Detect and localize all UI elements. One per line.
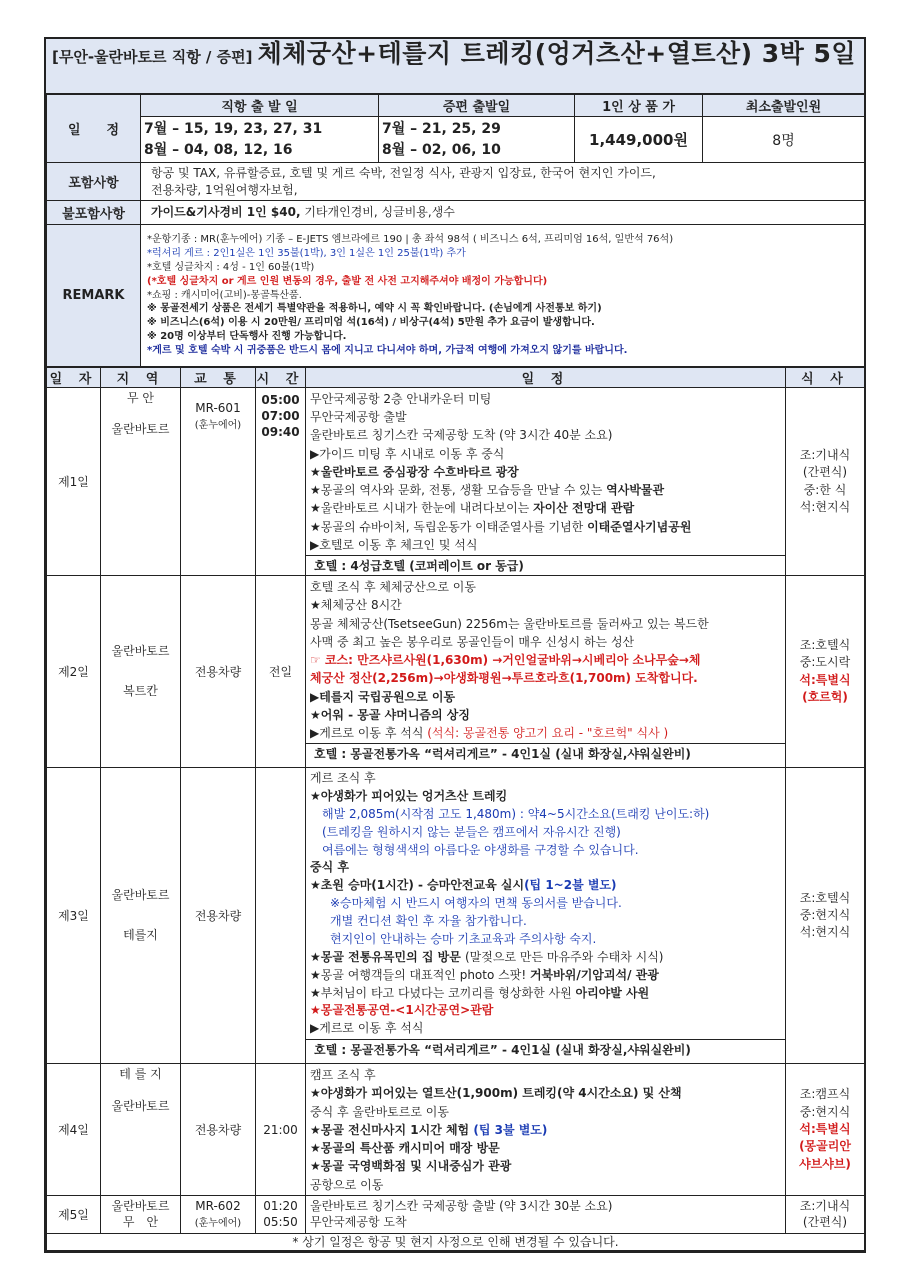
text: ★울란바토르 중심광장 xyxy=(310,464,434,479)
meal-breakfast: 조:호텔식 xyxy=(799,637,851,652)
schedule-line: ★야생화가 피어있는 엉거츠산 트레킹 xyxy=(310,788,508,803)
schedule xyxy=(306,388,786,576)
schedule-line: ★어워 - 몽골 샤머니즘의 상징 xyxy=(310,707,470,722)
region xyxy=(101,1196,181,1234)
schedule-line xyxy=(310,481,781,499)
remark-single-charge: *호텔 싱글차지 : 4성 - 1인 60불(1박) xyxy=(147,262,315,273)
included-label: 포함사항 xyxy=(47,163,141,201)
meal-lunch: 중:한 식 xyxy=(803,482,847,497)
time-departure: 07:00 xyxy=(261,409,300,424)
meal-dinner: 석:특별식 xyxy=(799,1121,851,1136)
time-arrival: 05:50 xyxy=(263,1214,298,1229)
page-title: 체체궁산+테를지 트레킹(엉거츠산+열트산) 3박 5일 xyxy=(257,39,857,68)
included-line-2: 전용차량, 1억원여행자보험, xyxy=(151,182,298,197)
title-bar xyxy=(46,39,864,94)
schedule-line: ★몽골 국영백화점 및 시내중심가 관광 xyxy=(310,1159,512,1174)
meal-lunch: 중:도시락 xyxy=(799,655,851,670)
region-ulaanbaatar: 울란바토르 xyxy=(111,644,170,659)
remark-group: ※ 20명 이상부터 단독행사 진행 가능합니다. xyxy=(147,330,347,342)
airline: (훈누에어) xyxy=(194,1218,242,1230)
remark-seat-upgrade: ※ 비즈니스(6석) 이용 시 20만원/ 프리미엄 석(16석) / 비상구(4석) 5만원 추가 요금이 발생합니다. xyxy=(147,317,595,329)
meals xyxy=(786,1196,865,1234)
min-people-value: 8명 xyxy=(703,117,865,163)
schedule-line: 캠프 조식 후 xyxy=(310,1068,376,1083)
flight-number: MR-602 xyxy=(195,1199,241,1214)
time-departure: 01:20 xyxy=(263,1199,298,1214)
text: (석식: 몽골전통 양고기 요리 - "호르헉" 식사 ) xyxy=(427,725,669,740)
day-row-4 xyxy=(47,1064,865,1196)
excluded-label: 불포함사항 xyxy=(47,201,141,225)
schedule-line: ★몽골의 특산품 캐시미어 매장 방문 xyxy=(310,1141,500,1156)
region-ulaanbaatar: 울란바토르 xyxy=(111,1098,170,1113)
extra-dates xyxy=(379,117,575,163)
time-arrival: 09:40 xyxy=(261,425,300,440)
schedule-line: ▶게르로 이동 후 석식 xyxy=(310,1021,424,1036)
schedule xyxy=(306,768,786,1064)
extra-departure-header: 증편 출발일 xyxy=(379,95,575,117)
meal-note: 샤브샤브) xyxy=(799,1156,851,1171)
direct-departure-header: 직항 출 발 일 xyxy=(141,95,379,117)
title-prefix: [무안-울란바토르 직항 / 증편] xyxy=(52,48,253,66)
schedule-line: 게르 조식 후 xyxy=(310,771,376,786)
text: ★몽골 전신마사지 1시간 체험 xyxy=(310,1122,474,1137)
text: 수흐바타르 광장 xyxy=(433,464,519,479)
schedule-line: 중식 후 울란바토르로 이동 xyxy=(310,1104,449,1119)
text: ★몽골 전통유목민의 집 방문 xyxy=(310,949,465,964)
text: ▶게르로 이동 후 석식 xyxy=(310,725,428,740)
text: ★초원 승마(1시간) - 승마안전교육 실시 xyxy=(310,878,525,893)
schedule-line: 여름에는 형형색색의 아름다운 야생화를 구경할 수 있습니다. xyxy=(322,842,639,857)
hotel-info: 호텔 : 몽골전통가옥 “럭셔리게르” - 4인1실 (실내 화장실,샤워실완비) xyxy=(306,743,785,763)
schedule-line: 개별 컨디션 확인 후 자율 참가합니다. xyxy=(330,914,527,929)
text: 거북바위/기암괴석/ 관광 xyxy=(529,967,659,982)
schedule-line: ※승마체험 시 반드시 여행자의 면책 동의서를 받습니다. xyxy=(330,896,622,911)
day-label: 제2일 xyxy=(47,576,101,768)
transport: 전용차량 xyxy=(181,768,256,1064)
flight-number: MR-601 xyxy=(195,401,241,415)
transport xyxy=(181,1196,256,1234)
excluded-text xyxy=(141,201,865,225)
schedule-line: ★체체궁산 8시간 xyxy=(310,598,402,613)
time: 21:00 xyxy=(256,1064,306,1196)
region-terelj: 테 를 지 xyxy=(119,1067,162,1082)
tour-document xyxy=(44,37,866,1253)
day-row-3 xyxy=(47,768,865,1064)
meals xyxy=(786,576,865,768)
schedule-line: 울란바토르 칭기스칸 국제공항 도착 (약 3시간 40분 소요) xyxy=(310,428,613,443)
meals xyxy=(786,1064,865,1196)
text: 이태준열사기념공원 xyxy=(587,519,692,534)
meal-breakfast: 조:캠프식 xyxy=(799,1087,851,1102)
itinerary-table xyxy=(46,367,865,1251)
times xyxy=(256,1196,306,1234)
region-muan: 무 안 xyxy=(122,1214,159,1229)
time xyxy=(256,768,306,1064)
schedule xyxy=(306,1064,786,1196)
hotel-info: 호텔 : 4성급호텔 (코퍼레이트 or 동급) xyxy=(306,555,785,575)
schedule-line xyxy=(310,499,781,517)
meal-breakfast: 조:호텔식 xyxy=(799,890,851,905)
summary-table xyxy=(46,94,865,367)
remark-aircraft: *운항기종 : MR(훈누에어) 기종 – E-JETS 엠브라에르 190 | 총 좌석 98석 ( 비즈니스 6석, 프리미엄 16석, 일반석 76석) xyxy=(147,234,674,246)
schedule-line: 호텔 조식 후 체체궁산으로 이동 xyxy=(310,580,476,595)
meal-lunch: 중:현지식 xyxy=(799,1104,851,1119)
meal-note: (간편식) xyxy=(802,1214,848,1229)
region-ulaanbaatar: 울란바토르 xyxy=(111,422,170,437)
schedule-line: 몽골 체체궁산(TsetseeGun) 2256m는 울란바토르를 둘러싸고 있는 복드한 xyxy=(310,616,709,631)
header-time: 시 간 xyxy=(256,368,306,388)
remark-text xyxy=(141,225,865,367)
min-people-header: 최소출발인원 xyxy=(703,95,865,117)
transport: 전용차량 xyxy=(181,576,256,768)
remark-charter: ※ 몽골전세기 상품은 전세기 특별약관을 적용하니, 예약 시 꼭 확인바랍니다. (손님에게 사전통보 하기) xyxy=(147,303,602,315)
price-value: 1,449,000원 xyxy=(575,117,703,163)
schedule-line: 울란바토르 칭기스칸 국제공항 출발 (약 3시간 30분 소요) xyxy=(310,1199,613,1214)
day-label: 제3일 xyxy=(47,768,101,1064)
schedule-line xyxy=(310,877,781,895)
extra-dates-august: 8월 – 02, 06, 10 xyxy=(382,141,501,158)
meal-dinner: 석:현지식 xyxy=(799,925,851,940)
region-muan: 무 안 xyxy=(127,391,154,405)
region-ulaanbaatar: 울란바토르 xyxy=(111,888,170,903)
schedule-line: 공항으로 이동 xyxy=(310,1177,384,1192)
header-region: 지 역 xyxy=(101,368,181,388)
text: (말젖으로 만든 마유주와 수태차 시식) xyxy=(464,949,664,964)
schedule-line xyxy=(310,949,781,967)
direct-dates xyxy=(141,117,379,163)
schedule xyxy=(306,1196,786,1234)
footnote: * 상기 일정은 항공 및 현지 사정으로 인해 변경될 수 있습니다. xyxy=(47,1234,865,1251)
header-day: 일 자 xyxy=(47,368,101,388)
direct-dates-july: 7월 – 15, 19, 23, 27, 31 xyxy=(144,121,323,138)
schedule-line: 무안국제공항 출발 xyxy=(310,410,407,425)
day-row-2 xyxy=(47,576,865,768)
excluded-rest: 기타개인경비, 싱글비용,생수 xyxy=(300,205,455,220)
airline: (훈누에어) xyxy=(194,420,242,432)
header-meals: 식 사 xyxy=(786,368,865,388)
remark-valuables: *게르 및 호텔 숙박 시 귀중품은 반드시 몸에 지니고 다니셔야 하며, 가급적 여행에 가져오지 않기를 바랍니다. xyxy=(147,344,628,356)
region xyxy=(101,1064,181,1196)
schedule-line: ▶테를지 국립공원으로 이동 xyxy=(310,689,456,704)
text: 아리야발 사원 xyxy=(575,985,650,1000)
time: 전일 xyxy=(256,576,306,768)
schedule-line: ★몽골전통공연-<1시간공연>관람 xyxy=(310,1003,494,1018)
price-header: 1인 상 품 가 xyxy=(575,95,703,117)
hotel-info: 호텔 : 몽골전통가옥 “럭셔리게르” - 4인1실 (실내 화장실,샤워실완비) xyxy=(306,1039,785,1059)
header-schedule: 일 정 xyxy=(306,368,786,388)
text: ★몽골의 슈바이처, 독립운동가 이태준열사를 기념한 xyxy=(310,519,588,534)
text: 자이산 전망대 관람 xyxy=(533,501,635,516)
remark-notice: (*호텔 싱글차지 or 게르 인원 변동의 경우, 출발 전 사전 고지해주셔야 배정이 가능합니다) xyxy=(147,275,548,287)
schedule xyxy=(306,576,786,768)
meal-breakfast: 조:기내식 xyxy=(799,447,851,462)
text: ★부처님이 타고 다녔다는 코끼리를 형상화한 사원 xyxy=(310,985,576,1000)
meals xyxy=(786,768,865,1064)
schedule-line xyxy=(310,967,781,985)
day-label: 제4일 xyxy=(47,1064,101,1196)
schedule-line: 무안국제공항 2층 안내카운터 미팅 xyxy=(310,392,492,406)
schedule-line: 사맥 중 최고 높은 봉우리로 몽골인들이 매우 신성시 하는 성산 xyxy=(310,634,635,649)
meal-breakfast: 조:기내식 xyxy=(799,1199,851,1214)
course-line: 체궁산 정산(2,256m)→야생화평원→투르호라흐(1,700m) 도착합니다. xyxy=(310,671,698,686)
schedule-line: ▶호텔로 이동 후 체크인 및 석식 xyxy=(310,537,478,552)
schedule-line xyxy=(310,985,781,1003)
text: ★몽골의 역사와 문화, 전통, 생활 모습등을 만날 수 있는 xyxy=(310,483,607,498)
text: 역사박물관 xyxy=(606,483,665,498)
meal-note: (호르헉) xyxy=(802,690,848,704)
text: (팁 1~2불 별도) xyxy=(524,878,617,893)
included-text xyxy=(141,163,865,201)
region xyxy=(101,388,181,576)
text: ★몽골 여행객들의 대표적인 photo 스팟! xyxy=(310,967,530,982)
transport xyxy=(181,388,256,576)
text: ★울란바토르 시내가 한눈에 내려다보이는 xyxy=(310,501,534,516)
region-terelj: 테를지 xyxy=(123,927,158,942)
schedule-line: 중식 후 xyxy=(310,860,349,875)
remark-label: REMARK xyxy=(47,225,141,367)
day-label: 제5일 xyxy=(47,1196,101,1234)
schedule-line: 현지인이 안내하는 승마 기초교육과 주의사항 숙지. xyxy=(330,931,597,946)
header-transport: 교 통 xyxy=(181,368,256,388)
schedule-line: 무안국제공항 도착 xyxy=(310,1215,407,1230)
schedule-line: ★야생화가 피어있는 열트산(1,900m) 트레킹(약 4시간소요) 및 산책 xyxy=(310,1086,682,1101)
remark-luxury-ger: *럭셔리 게르 : 2인1실은 1인 35불(1박), 3인 1실은 1인 25불(1박) 추가 xyxy=(147,248,466,260)
schedule-line xyxy=(310,463,781,481)
schedule-label: 일 정 xyxy=(47,95,141,163)
region xyxy=(101,576,181,768)
schedule-line: ▶가이드 미팅 후 시내로 이동 후 중식 xyxy=(310,446,505,461)
meals xyxy=(786,388,865,576)
region-ulaanbaatar: 울란바토르 xyxy=(111,1199,170,1214)
direct-dates-august: 8월 – 04, 08, 12, 16 xyxy=(144,141,293,158)
text: (팁 3불 별도) xyxy=(473,1122,548,1137)
day-label: 제1일 xyxy=(47,388,101,576)
schedule-line xyxy=(310,518,781,536)
times xyxy=(256,388,306,576)
schedule-line: (트레킹을 원하시지 않는 분들은 캠프에서 자유시간 진행) xyxy=(322,824,621,839)
region xyxy=(101,768,181,1064)
meal-note: (간편식) xyxy=(802,465,848,480)
meal-lunch: 중:현지식 xyxy=(799,907,851,922)
meal-dinner: 석:현지식 xyxy=(799,499,851,514)
meal-dinner: 석:특별식 xyxy=(799,672,851,687)
schedule-line xyxy=(310,1121,781,1139)
guide-fee: 가이드&기사경비 1인 $40, xyxy=(151,205,301,220)
meal-note: (몽골리안 xyxy=(799,1139,851,1154)
day-row-1 xyxy=(47,388,865,576)
region-bogdkhan: 복트칸 xyxy=(123,683,158,698)
remark-shopping: *쇼핑 : 캐시미어(고비)-몽골특산품. xyxy=(147,289,302,301)
transport: 전용차량 xyxy=(181,1064,256,1196)
included-line-1: 항공 및 TAX, 유류할증료, 호텔 및 게르 숙박, 전일정 식사, 관광지 입장료, 한국어 현지인 가이드, xyxy=(151,166,656,181)
extra-dates-july: 7월 – 21, 25, 29 xyxy=(382,121,501,138)
course-line: ☞ 코스: 만즈샤르사원(1,630m) →거인얼굴바위→시베리아 소나무숲→체 xyxy=(310,653,701,668)
day-row-5 xyxy=(47,1196,865,1234)
schedule-line xyxy=(310,724,781,742)
schedule-line: 해발 2,085m(시작점 고도 1,480m) : 약4~5시간소요(트래킹 난이도:하) xyxy=(322,806,710,821)
time-meeting: 05:00 xyxy=(261,393,300,407)
